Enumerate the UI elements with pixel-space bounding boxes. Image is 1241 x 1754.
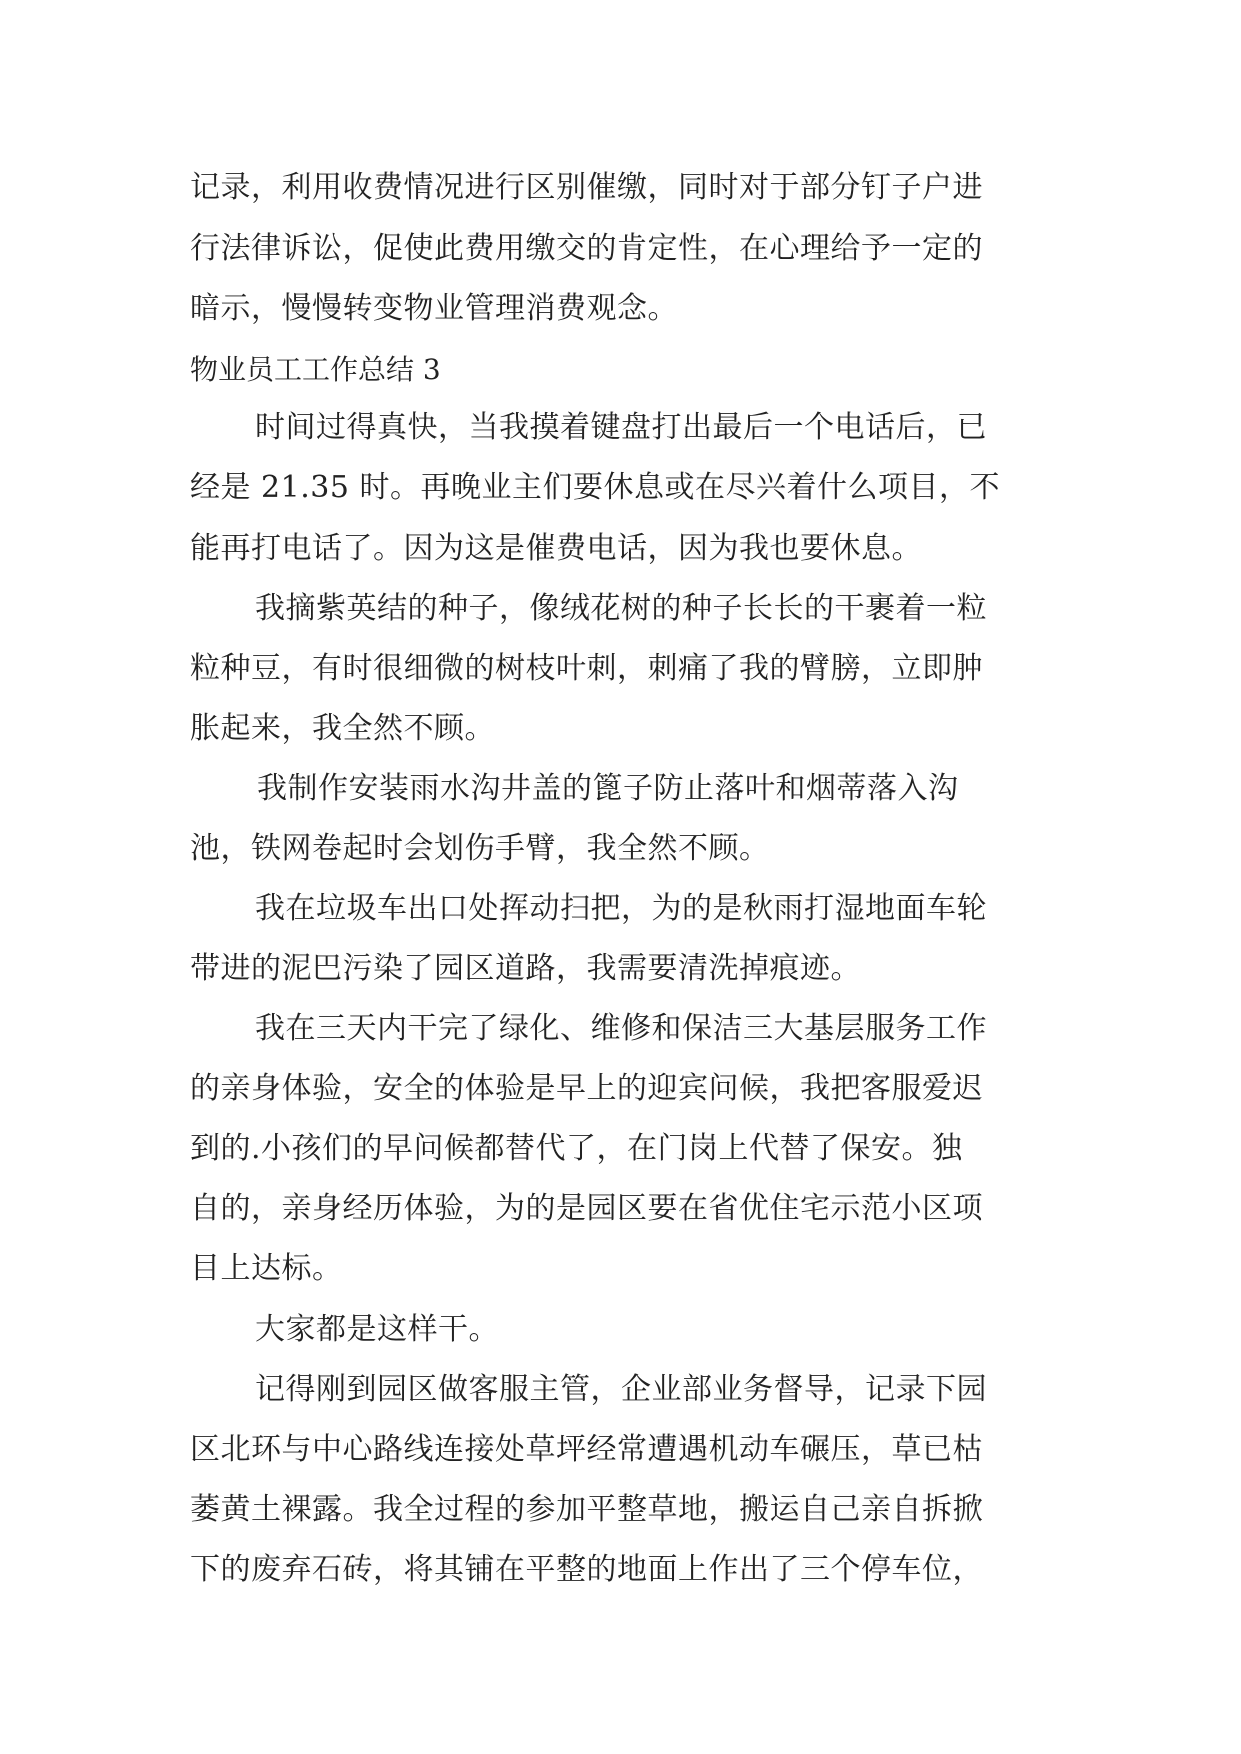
section-heading: 物业员工工作总结 3 <box>190 353 441 386</box>
paragraph-line: 目上达标。 <box>190 1251 343 1286</box>
paragraph-line: 时间过得真快，当我摸着键盘打出最后一个电话后，已 <box>255 410 987 445</box>
paragraph-line: 带进的泥巴污染了园区道路，我需要清洗掉痕迹。 <box>190 951 861 986</box>
paragraph-line: 的亲身体验，安全的体验是早上的迎宾问候，我把客服爱迟 <box>190 1071 983 1106</box>
paragraph-line: 池，铁网卷起时会划伤手臂，我全然不顾。 <box>190 831 770 866</box>
paragraph-line: 暗示，慢慢转变物业管理消费观念。 <box>190 291 678 326</box>
paragraph-line: 记录，利用收费情况进行区别催缴，同时对于部分钉子户进 <box>190 170 983 205</box>
paragraph-line: 记得刚到园区做客服主管，企业部业务督导，记录下园 <box>255 1372 987 1407</box>
paragraph-line: 下的废弃石砖，将其铺在平整的地面上作出了三个停车位， <box>190 1552 983 1587</box>
paragraph-line: 区北环与中心路线连接处草坪经常遭遇机动车碾压，草已枯 <box>190 1432 983 1467</box>
paragraph-line: 我在垃圾车出口处挥动扫把，为的是秋雨打湿地面车轮 <box>255 891 987 926</box>
paragraph-line: 我制作安装雨水沟井盖的篦子防止落叶和烟蒂落入沟 <box>257 771 959 806</box>
paragraph-line: 自的，亲身经历体验，为的是园区要在省优住宅示范小区项 <box>190 1191 983 1226</box>
paragraph-line: 萎黄土裸露。我全过程的参加平整草地，搬运自己亲自拆掀 <box>190 1492 983 1527</box>
paragraph-line: 经是 21.35 时。再晚业主们要休息或在尽兴着什么项目，不 <box>190 470 1000 505</box>
paragraph-line: 粒种豆，有时很细微的树枝叶刺，刺痛了我的臂膀，立即肿 <box>190 651 983 686</box>
paragraph-line: 到的.小孩们的早问候都替代了，在门岗上代替了保安。独 <box>190 1131 963 1166</box>
paragraph-line: 能再打电话了。因为这是催费电话，因为我也要休息。 <box>190 531 922 566</box>
paragraph-line: 大家都是这样干。 <box>255 1312 499 1347</box>
paragraph-line: 我摘紫英结的种子，像绒花树的种子长长的干裹着一粒 <box>255 591 987 626</box>
paragraph-line: 胀起来，我全然不顾。 <box>190 711 495 746</box>
paragraph-line: 我在三天内干完了绿化、维修和保洁三大基层服务工作 <box>255 1011 987 1046</box>
paragraph-line: 行法律诉讼，促使此费用缴交的肯定性，在心理给予一定的 <box>190 231 983 266</box>
